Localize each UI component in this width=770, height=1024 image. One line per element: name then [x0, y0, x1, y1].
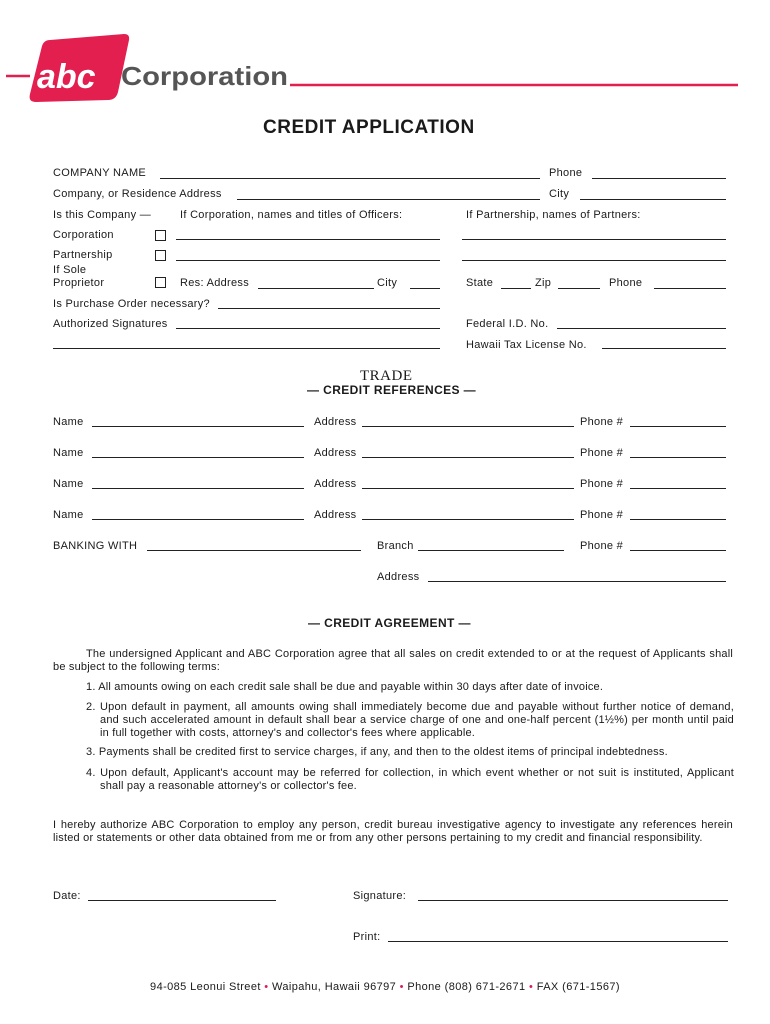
ref-address-field[interactable] — [362, 426, 574, 427]
branch-label: Branch — [377, 540, 414, 552]
agreement-intro-text: The undersigned Applicant and ABC Corporation agree that all sales on credit extended to or at the request of Applicants shall be subject to the following terms: — [53, 648, 733, 673]
ref-name-label: Name — [53, 478, 84, 490]
sole-proprietor-checkbox[interactable] — [155, 277, 166, 288]
authorization-paragraph: I hereby authorize ABC Corporation to employ any person, credit bureau investigative agency to investigate any references herein listed or statements or other data obtained from me or from any other persons pertaining to my credit and financial responsibility. — [53, 819, 733, 844]
purchase-order-label: Is Purchase Order necessary? — [53, 298, 210, 310]
address-label: Company, or Residence Address — [53, 188, 222, 200]
phone-label: Phone — [549, 167, 583, 179]
ref-address-label: Address — [314, 509, 357, 521]
credit-agreement-heading: — CREDIT AGREEMENT — — [308, 616, 471, 630]
ref-name-label: Name — [53, 416, 84, 428]
agreement-term-4: 4. Upon default, Applicant's account may be referred for collection, in which event whether or not suit is instituted, Applicant shall pay a reasonable attorney's or collector's fee. — [86, 767, 734, 792]
city-label: City — [549, 188, 570, 200]
officers-label: If Corporation, names and titles of Officers: — [180, 209, 403, 221]
logo-mark: abc — [37, 58, 96, 96]
ref-phone-label: Phone # — [580, 416, 624, 428]
bullet-icon: • — [399, 981, 404, 993]
federal-id-field[interactable] — [557, 328, 726, 329]
phone-field[interactable] — [592, 178, 726, 179]
sole-label-2: Proprietor — [53, 277, 105, 289]
ref-name-label: Name — [53, 447, 84, 459]
ref-address-label: Address — [314, 416, 357, 428]
ref-name-label: Name — [53, 509, 84, 521]
signature-field[interactable] — [418, 900, 728, 901]
partnership-label: Partnership — [53, 249, 113, 261]
signature-label: Signature: — [353, 890, 407, 902]
ref-address-field[interactable] — [362, 488, 574, 489]
bank-phone-field[interactable] — [630, 550, 726, 551]
print-name-field[interactable] — [388, 941, 728, 942]
corporation-label: Corporation — [53, 229, 114, 241]
ref-address-label: Address — [314, 447, 357, 459]
city-field[interactable] — [580, 199, 726, 200]
ref-phone-field[interactable] — [630, 457, 726, 458]
res-phone-label: Phone — [609, 277, 643, 289]
logo-text: Corporation — [121, 61, 288, 91]
ref-phone-label: Phone # — [580, 509, 624, 521]
res-city-label: City — [377, 277, 398, 289]
footer-fax: FAX (671-1567) — [536, 981, 620, 993]
branch-field[interactable] — [418, 550, 564, 551]
trade-heading: TRADE — [360, 368, 413, 384]
date-label: Date: — [53, 890, 81, 902]
bank-address-field[interactable] — [428, 581, 726, 582]
state-field[interactable] — [501, 288, 531, 289]
partnership-checkbox[interactable] — [155, 250, 166, 261]
credit-references-heading: — CREDIT REFERENCES — — [307, 383, 477, 397]
footer-phone: Phone (808) 671-2671 — [407, 981, 526, 993]
bank-address-label: Address — [377, 571, 420, 583]
officers-field-1[interactable] — [176, 239, 440, 240]
agreement-term-3: 3. Payments shall be credited first to service charges, if any, and then to the oldest items of principal indebtedness. — [86, 746, 668, 758]
footer-city: Waipahu, Hawaii 96797 — [272, 981, 397, 993]
print-label: Print: — [353, 931, 381, 943]
res-phone-field[interactable] — [654, 288, 726, 289]
page-title: CREDIT APPLICATION — [263, 117, 475, 138]
partners-field-2[interactable] — [462, 260, 726, 261]
ref-phone-field[interactable] — [630, 488, 726, 489]
bank-phone-label: Phone # — [580, 540, 624, 552]
bullet-icon: • — [528, 981, 534, 993]
authorized-signatures-label: Authorized Signatures — [53, 318, 168, 330]
officers-field-2[interactable] — [176, 260, 440, 261]
corporation-checkbox[interactable] — [155, 230, 166, 241]
sole-label-1: If Sole — [53, 264, 87, 276]
footer-street: 94-085 Leonui Street — [150, 981, 261, 993]
company-name-label: COMPANY NAME — [53, 167, 147, 179]
zip-field[interactable] — [558, 288, 600, 289]
partners-field-1[interactable] — [462, 239, 726, 240]
zip-label: Zip — [535, 277, 552, 289]
authorized-signatures-field-2[interactable] — [53, 348, 440, 349]
ref-address-field[interactable] — [362, 457, 574, 458]
agreement-term-2: 2. Upon default in payment, all amounts owing shall immediately become due and payable without further notice of demand, and such accelerated amount in default shall bear a service charge of one and one-half percent (1½%) per month until paid in full together with costs, attorney's and collector's fees where applicable. — [86, 701, 734, 739]
hawaii-tax-label: Hawaii Tax License No. — [466, 339, 587, 351]
res-city-field[interactable] — [410, 288, 440, 289]
ref-address-label: Address — [314, 478, 357, 490]
res-address-field[interactable] — [258, 288, 374, 289]
partners-label: If Partnership, names of Partners: — [466, 209, 641, 221]
agreement-term-1: 1. All amounts owing on each credit sale shall be due and payable within 30 days after date of invoice. — [86, 681, 604, 693]
footer-address — [0, 981, 770, 993]
bullet-icon: • — [264, 981, 269, 993]
agreement-intro — [53, 648, 733, 674]
banking-field[interactable] — [147, 550, 361, 551]
company-type-label: Is this Company — — [53, 209, 152, 221]
banking-label: BANKING WITH — [53, 540, 138, 552]
ref-address-field[interactable] — [362, 519, 574, 520]
res-address-label: Res: Address — [180, 277, 250, 289]
date-field[interactable] — [88, 900, 276, 901]
ref-name-field[interactable] — [92, 488, 304, 489]
ref-phone-field[interactable] — [630, 519, 726, 520]
federal-id-label: Federal I.D. No. — [466, 318, 549, 330]
abc-corporation-logo — [0, 30, 770, 110]
ref-phone-field[interactable] — [630, 426, 726, 427]
purchase-order-field[interactable] — [218, 308, 440, 309]
ref-name-field[interactable] — [92, 426, 304, 427]
authorized-signatures-field-1[interactable] — [176, 328, 440, 329]
address-field[interactable] — [237, 199, 540, 200]
ref-name-field[interactable] — [92, 457, 304, 458]
ref-phone-label: Phone # — [580, 447, 624, 459]
company-name-field[interactable] — [160, 178, 540, 179]
ref-name-field[interactable] — [92, 519, 304, 520]
state-label: State — [466, 277, 494, 289]
hawaii-tax-field[interactable] — [602, 348, 726, 349]
ref-phone-label: Phone # — [580, 478, 624, 490]
